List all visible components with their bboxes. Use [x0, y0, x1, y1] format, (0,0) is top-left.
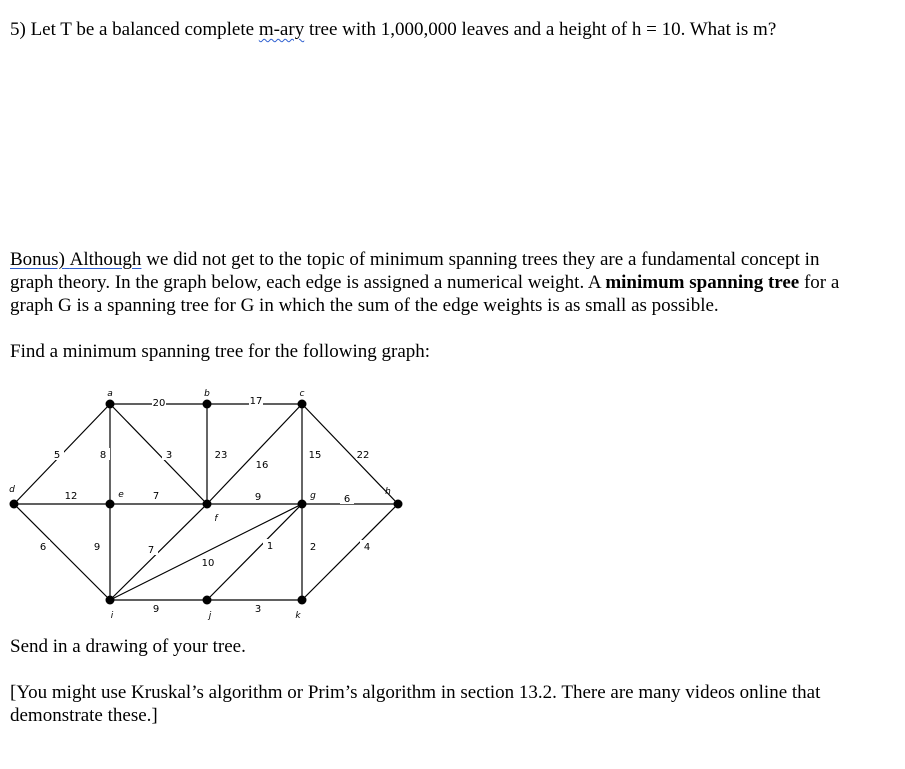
- vertex-d: [10, 500, 19, 509]
- edge-f-i: [110, 504, 207, 600]
- vertex-label-f: f: [214, 514, 218, 524]
- edge-weight-d-a: 5: [53, 450, 61, 461]
- bonus-line-2: [10, 272, 839, 294]
- edge-weight-h-k: 4: [363, 542, 371, 553]
- vertex-j: [203, 596, 212, 605]
- edge-weight-a-e: 8: [99, 450, 107, 461]
- bonus-although-word: Although: [69, 249, 142, 270]
- edge-weight-d-e: 12: [64, 491, 78, 502]
- note-line-2: demonstrate these.]: [10, 705, 158, 726]
- find-prompt: Find a minimum spanning tree for the following graph:: [10, 341, 431, 362]
- weighted-graph: [0, 380, 420, 620]
- vertex-label-b: b: [204, 389, 210, 399]
- vertex-f: [203, 500, 212, 509]
- edge-weight-f-i: 7: [147, 545, 155, 556]
- edge-weight-c-h: 22: [356, 450, 370, 461]
- bonus-mst-term: minimum spanning tree: [605, 272, 800, 293]
- edge-weight-b-c: 17: [249, 396, 263, 407]
- vertex-e: [106, 500, 115, 509]
- edge-weight-f-g: 9: [254, 492, 262, 503]
- edge-weight-e-f: 7: [152, 491, 160, 502]
- vertex-c: [298, 400, 307, 409]
- vertex-k: [298, 596, 307, 605]
- note-line-1: [You might use Kruskal’s algorithm or Prim’s algorithm in section 13.2. There are many videos online that: [10, 682, 821, 703]
- edge-weight-c-g: 15: [308, 450, 322, 461]
- vertex-label-g: g: [310, 491, 316, 501]
- edge-weight-j-g: 1: [266, 541, 274, 552]
- vertex-label-c: c: [299, 389, 305, 399]
- bonus-line-2-b: for a: [799, 272, 840, 293]
- question-5: [10, 19, 776, 41]
- vertex-label-i: i: [110, 611, 114, 620]
- edge-i-g: [110, 504, 302, 600]
- edge-weight-d-i: 6: [39, 542, 47, 553]
- edge-weight-g-k: 2: [309, 542, 317, 553]
- edge-weight-i-j: 9: [152, 604, 160, 615]
- edge-weight-e-i: 9: [93, 542, 101, 553]
- vertex-label-e: e: [118, 490, 124, 500]
- vertex-label-k: k: [295, 611, 301, 620]
- question-5-prefix: 5) Let T be a balanced complete: [10, 19, 259, 40]
- vertex-a: [106, 400, 115, 409]
- vertex-label-h: h: [385, 487, 391, 497]
- vertex-g: [298, 500, 307, 509]
- vertex-h: [394, 500, 403, 509]
- edge-weight-a-b: 20: [152, 398, 166, 409]
- bonus-line-3: graph G is a spanning tree for G in which the sum of the edge weights is as small as possible.: [10, 295, 719, 316]
- edge-weight-i-g: 10: [201, 558, 215, 569]
- edge-weight-g-h: 6: [343, 494, 351, 505]
- vertex-i: [106, 596, 115, 605]
- bonus-line-1: [10, 249, 819, 271]
- edge-weight-j-k: 3: [254, 604, 262, 615]
- vertex-label-j: j: [208, 611, 212, 620]
- send-prompt: Send in a drawing of your tree.: [10, 636, 246, 657]
- edge-weight-b-f: 23: [214, 450, 228, 461]
- question-5-m-ary: m-ary: [258, 19, 305, 40]
- bonus-label: Bonus): [10, 249, 65, 270]
- bonus-line-1-rest: we did not get to the topic of minimum spanning trees they are a fundamental concept in: [141, 249, 820, 270]
- bonus-line-2-a: graph theory. In the graph below, each edge is assigned a numerical weight. A: [10, 272, 606, 293]
- edge-j-g: [207, 504, 302, 600]
- vertex-label-a: a: [107, 389, 113, 399]
- question-5-suffix: tree with 1,000,000 leaves and a height of h = 10. What is m?: [304, 19, 777, 40]
- edge-weight-c-f: 16: [255, 460, 269, 471]
- edge-weight-a-f: 3: [165, 450, 173, 461]
- vertex-label-d: d: [9, 485, 15, 495]
- vertex-b: [203, 400, 212, 409]
